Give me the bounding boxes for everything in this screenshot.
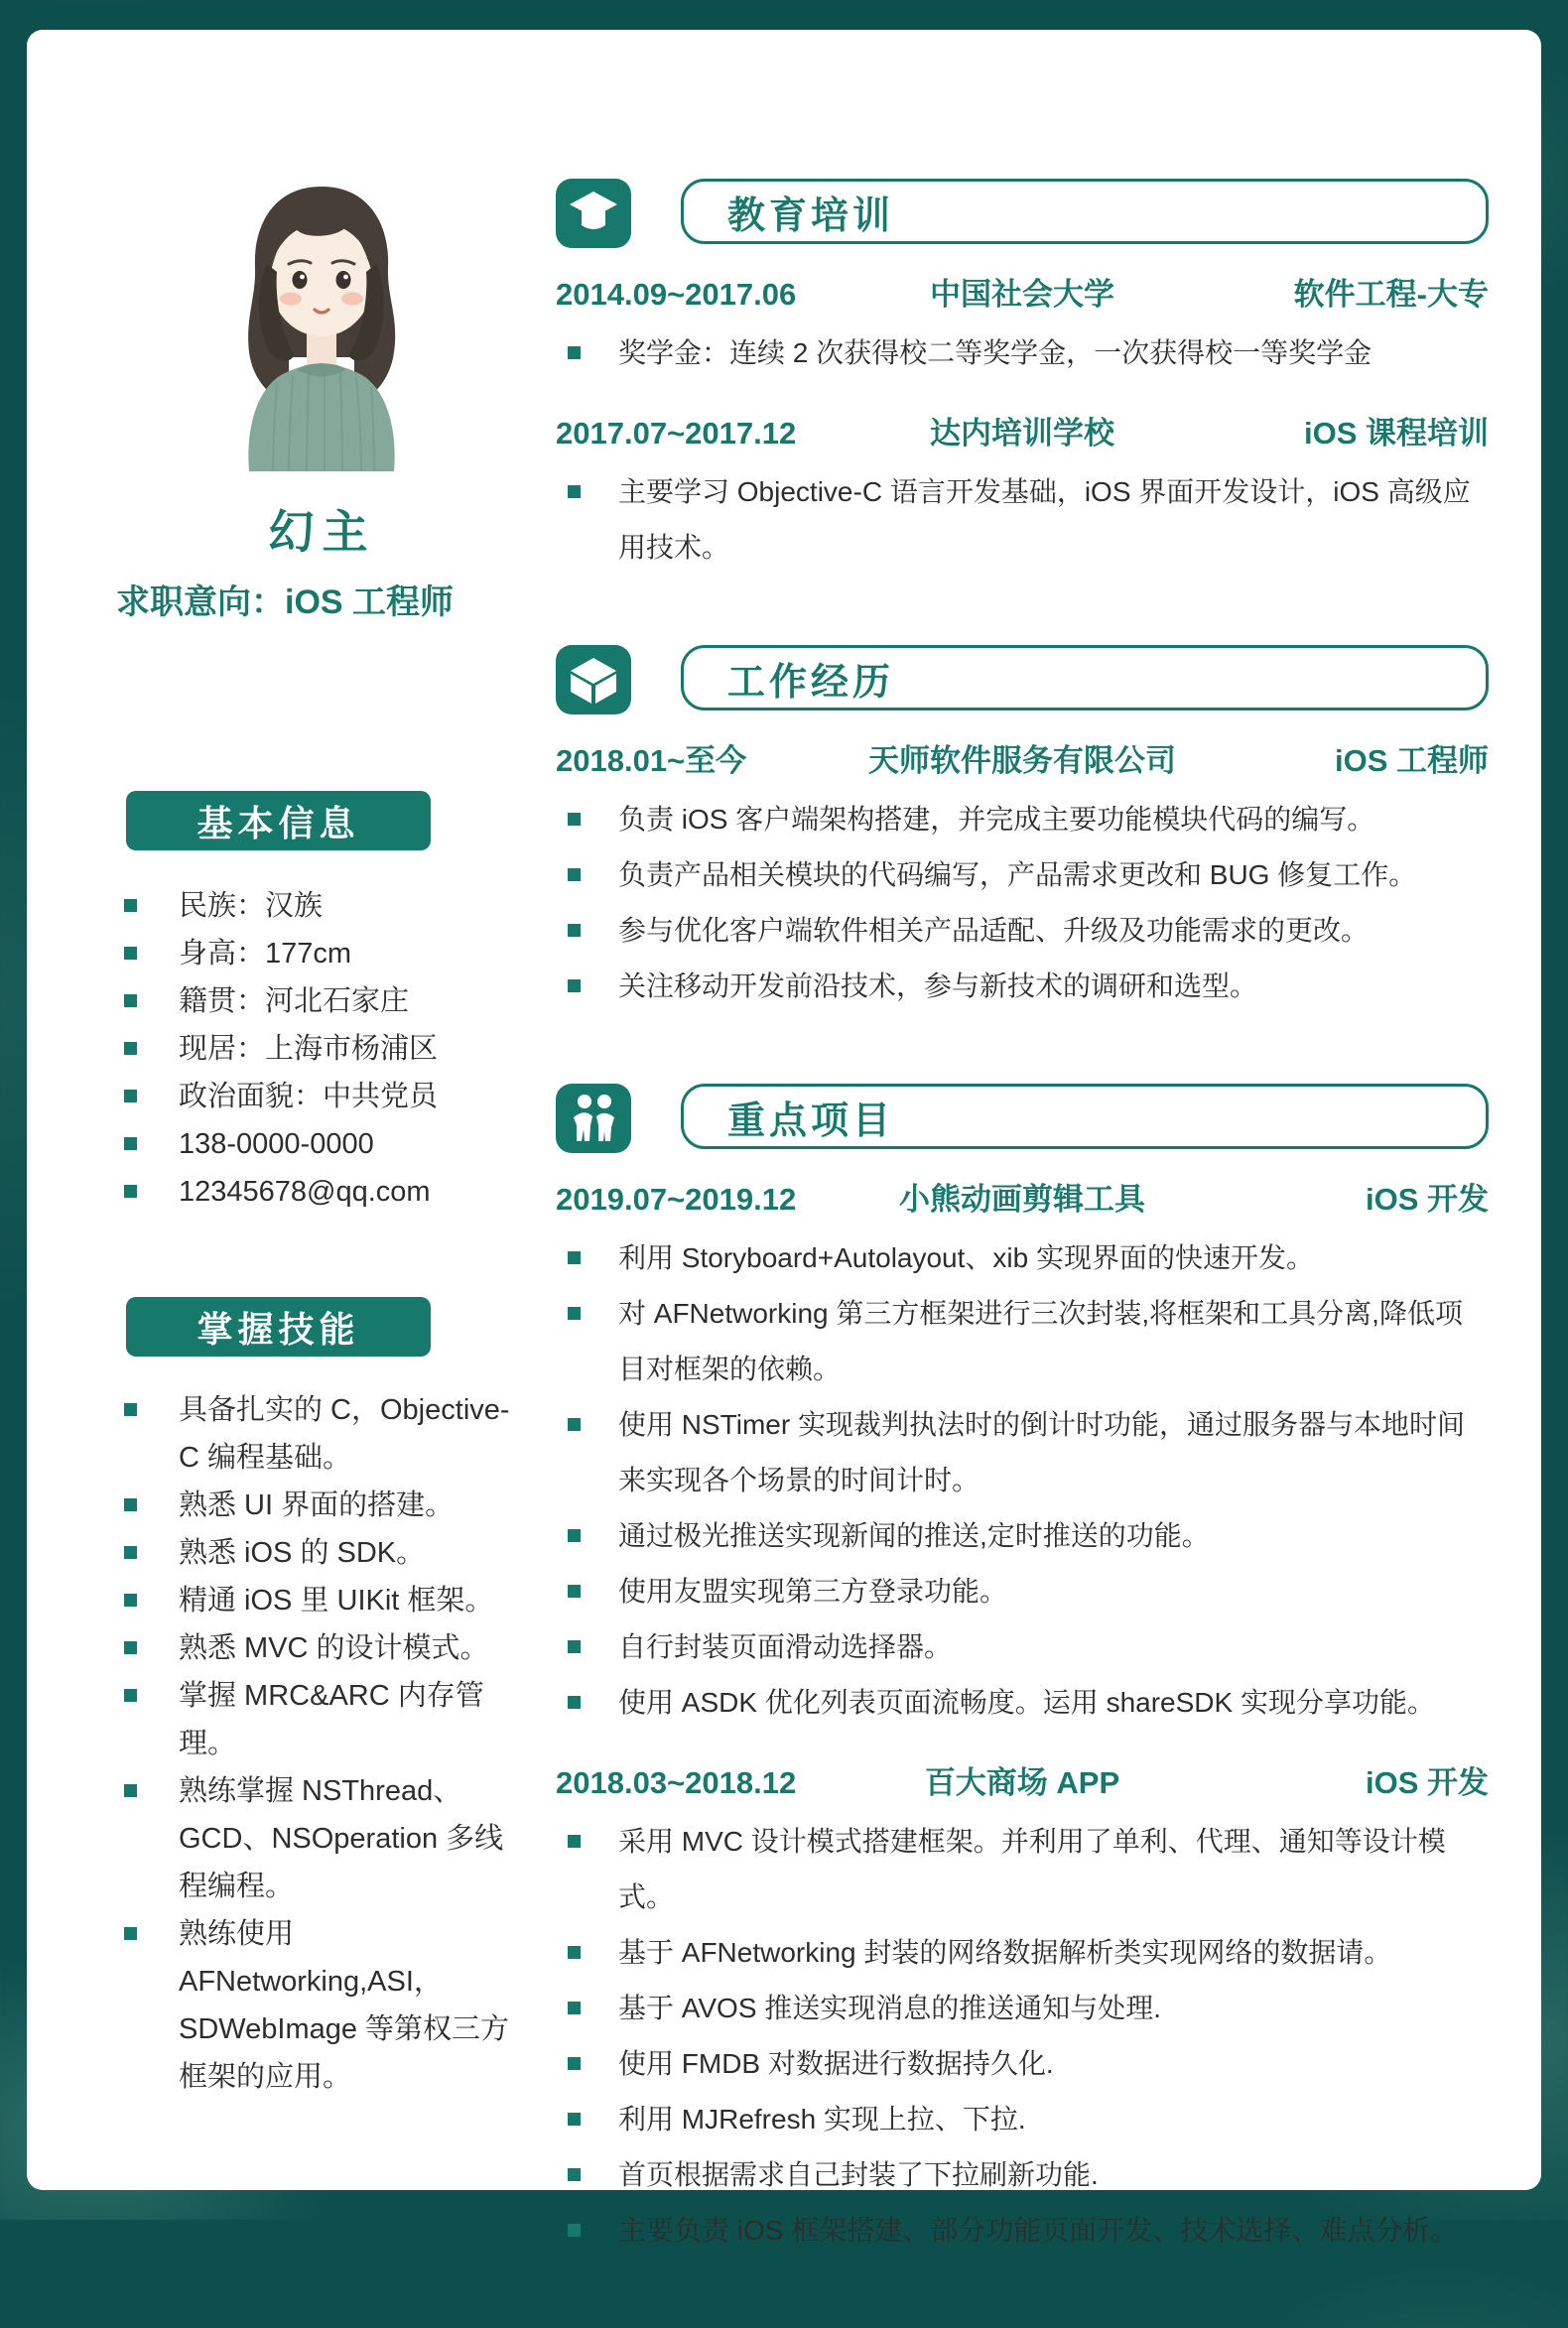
education-title-box <box>681 179 1489 244</box>
bullet-item: 利用 MJRefresh 实现上拉、下拉. <box>556 2092 1489 2147</box>
graduation-cap-icon <box>556 179 631 248</box>
bullet-item: 使用 ASDK 优化列表页面流畅度。运用 shareSDK 实现分享功能。 <box>556 1675 1489 1731</box>
bullet-item: 首页根据需求自己封装了下拉刷新功能. <box>556 2147 1489 2203</box>
job-intention: 求职意向：iOS 工程师 <box>116 583 455 621</box>
list-item: 掌握 MRC&ARC 内存管理。 <box>116 1672 528 1767</box>
square-bullet-icon <box>124 1927 137 1940</box>
two-people-icon <box>556 1084 631 1153</box>
bullet-item: 使用 FMDB 对数据进行数据持久化. <box>556 2036 1489 2092</box>
square-bullet-icon <box>124 1594 137 1607</box>
list-item: 熟悉 MVC 的设计模式。 <box>116 1624 528 1672</box>
bullet-item: 采用 MVC 设计模式搭建框架。并利用了单利、代理、通知等设计模式。 <box>556 1814 1489 1925</box>
square-bullet-icon <box>568 485 581 498</box>
entry-header <box>556 1183 1489 1217</box>
entry-period: 2017.07~2017.12 <box>556 416 797 451</box>
list-item: 熟练掌握 NSThread、GCD、NSOperation 多线程编程。 <box>116 1767 528 1910</box>
list-item: 政治面貌：中共党员 <box>116 1073 528 1120</box>
education-entry <box>556 278 1489 381</box>
bullet-item: 基于 AVOS 推送实现消息的推送通知与处理. <box>556 1981 1489 2036</box>
bullet-item: 基于 AFNetworking 封装的网络数据解析类实现网络的数据请。 <box>556 1925 1489 1981</box>
bullet-item: 对 AFNetworking 第三方框架进行三次封装,将框架和工具分离,降低项目对框架的依赖。 <box>556 1286 1489 1397</box>
square-bullet-icon <box>568 979 581 992</box>
square-bullet-icon <box>568 1696 581 1709</box>
work-section <box>556 645 1489 1014</box>
section-title: 工作经历 <box>727 661 895 704</box>
entry-detail: 软件工程-大专 <box>1293 277 1489 312</box>
entry-organization: 小熊动画剪辑工具 <box>899 1182 1145 1217</box>
list-item: 精通 iOS 里 UIKit 框架。 <box>116 1577 528 1624</box>
list-item: 12345678@qq.com <box>116 1168 528 1216</box>
education-header <box>556 179 1489 248</box>
entry-organization: 天师软件服务有限公司 <box>868 743 1176 778</box>
entry-period: 2018.03~2018.12 <box>556 1765 797 1800</box>
entry-detail: iOS 工程师 <box>1334 743 1489 778</box>
entry-period: 2014.09~2017.06 <box>556 277 797 312</box>
projects-section <box>556 1084 1489 2259</box>
education-section <box>556 179 1489 576</box>
square-bullet-icon <box>568 1585 581 1598</box>
project-entry <box>556 1183 1489 1731</box>
entry-detail: iOS 课程培训 <box>1303 416 1489 451</box>
square-bullet-icon <box>568 2113 581 2126</box>
square-bullet-icon <box>124 1042 137 1055</box>
project-entry <box>556 1766 1489 2259</box>
avatar <box>215 169 429 471</box>
square-bullet-icon <box>568 924 581 937</box>
square-bullet-icon <box>124 994 137 1007</box>
entry-header <box>556 744 1489 778</box>
list-item: 熟悉 UI 界面的搭建。 <box>116 1482 528 1529</box>
entry-header <box>556 1766 1489 1800</box>
square-bullet-icon <box>124 1641 137 1654</box>
square-bullet-icon <box>124 1137 137 1150</box>
square-bullet-icon <box>568 1251 581 1264</box>
resume-page <box>27 30 1541 2246</box>
work-title-box <box>681 645 1489 711</box>
square-bullet-icon <box>568 813 581 826</box>
list-item: 现居：上海市杨浦区 <box>116 1025 528 1073</box>
entry-organization: 达内培训学校 <box>930 416 1114 451</box>
bullet-item: 参与优化客户端软件相关产品适配、升级及功能需求的更改。 <box>556 903 1489 959</box>
work-entry <box>556 744 1489 1014</box>
entry-organization: 中国社会大学 <box>930 277 1114 312</box>
square-bullet-icon <box>568 2224 581 2237</box>
square-bullet-icon <box>568 2168 581 2181</box>
cube-icon <box>556 645 631 714</box>
square-bullet-icon <box>568 2057 581 2070</box>
candidate-name: 幻主 <box>268 506 376 558</box>
bullet-item: 通过极光推送实现新闻的推送,定时推送的功能。 <box>556 1508 1489 1564</box>
bullet-item: 自行封装页面滑动选择器。 <box>556 1619 1489 1675</box>
list-item: 籍贯：河北石家庄 <box>116 977 528 1025</box>
square-bullet-icon <box>124 899 137 912</box>
square-bullet-icon <box>568 1640 581 1653</box>
section-title: 教育培训 <box>727 194 895 237</box>
bullet-item: 使用 NSTimer 实现裁判执法时的倒计时功能，通过服务器与本地时间来实现各个场景的时间计时。 <box>556 1397 1489 1508</box>
bullet-item: 主要负责 iOS 框架搭建、部分功能页面开发、技术选择、难点分析。 <box>556 2203 1489 2259</box>
entry-organization: 百大商场 APP <box>924 1765 1120 1800</box>
work-header <box>556 645 1489 714</box>
list-item: 具备扎实的 C，Objective-C 编程基础。 <box>116 1386 528 1482</box>
square-bullet-icon <box>568 1529 581 1542</box>
list-item: 138-0000-0000 <box>116 1120 528 1168</box>
bullet-item: 主要学习 Objective-C 语言开发基础，iOS 界面开发设计，iOS 高级应用技术。 <box>556 464 1489 576</box>
section-title: 重点项目 <box>727 1099 895 1142</box>
basic-info-title: 基本信息 <box>126 791 431 850</box>
list-item: 身高：177cm <box>116 930 528 977</box>
bullet-item: 奖学金：连续 2 次获得校二等奖学金，一次获得校一等奖学金 <box>556 325 1489 381</box>
square-bullet-icon <box>124 947 137 960</box>
entry-detail: iOS 开发 <box>1365 1765 1489 1800</box>
bullet-item: 关注移动开发前沿技术，参与新技术的调研和选型。 <box>556 959 1489 1014</box>
square-bullet-icon <box>568 1418 581 1431</box>
entry-header <box>556 278 1489 312</box>
square-bullet-icon <box>568 868 581 881</box>
education-entry <box>556 417 1489 576</box>
square-bullet-icon <box>124 1185 137 1198</box>
square-bullet-icon <box>124 1498 137 1511</box>
square-bullet-icon <box>568 2002 581 2014</box>
entry-period: 2019.07~2019.12 <box>556 1182 797 1217</box>
square-bullet-icon <box>568 346 581 359</box>
bullet-item: 利用 Storyboard+Autolayout、xib 实现界面的快速开发。 <box>556 1230 1489 1286</box>
avatar-illustration <box>215 169 429 471</box>
right-column <box>556 179 1489 2328</box>
square-bullet-icon <box>124 1546 137 1559</box>
skills-title: 掌握技能 <box>126 1297 431 1357</box>
basic-info-list <box>116 882 528 1216</box>
projects-title-box <box>681 1084 1489 1149</box>
entry-period: 2018.01~至今 <box>556 743 747 778</box>
list-item: 熟悉 iOS 的 SDK。 <box>116 1529 528 1577</box>
square-bullet-icon <box>124 1090 137 1102</box>
square-bullet-icon <box>124 1403 137 1416</box>
square-bullet-icon <box>124 1784 137 1797</box>
entry-detail: iOS 开发 <box>1365 1182 1489 1217</box>
bullet-item: 使用友盟实现第三方登录功能。 <box>556 1564 1489 1619</box>
list-item: 熟练使用 AFNetworking,ASI，SDWebImage 等第权三方框架的应用。 <box>116 1910 528 2101</box>
list-item: 民族：汉族 <box>116 882 528 930</box>
left-column <box>116 169 528 2101</box>
square-bullet-icon <box>568 1307 581 1320</box>
bullet-item: 负责产品相关模块的代码编写，产品需求更改和 BUG 修复工作。 <box>556 847 1489 903</box>
projects-header <box>556 1084 1489 1153</box>
square-bullet-icon <box>124 1689 137 1702</box>
square-bullet-icon <box>568 1946 581 1959</box>
square-bullet-icon <box>568 1835 581 1848</box>
skills-list <box>116 1386 528 2101</box>
bullet-item: 负责 iOS 客户端架构搭建，并完成主要功能模块代码的编写。 <box>556 792 1489 847</box>
entry-header <box>556 417 1489 451</box>
